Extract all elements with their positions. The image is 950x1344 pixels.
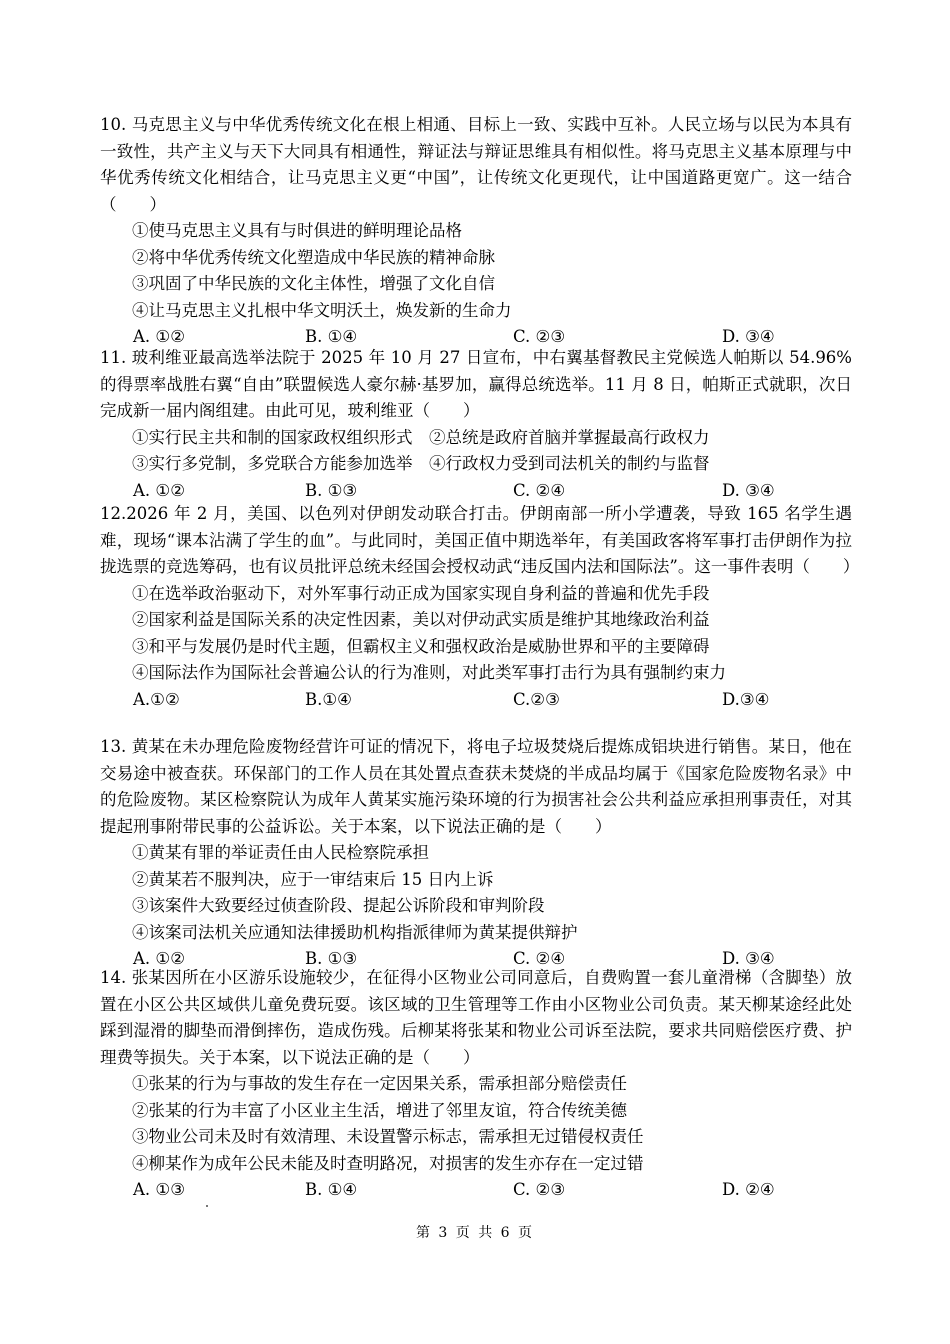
question-10 <box>100 112 852 351</box>
statement-option: ④柳某作为成年公民未能及时查明路况，对损害的发生亦存在一定过错 <box>132 1153 644 1173</box>
statement-option: ①在选举政治驱动下，对外军事行动正成为国家实现自身利益的普遍和优先手段 <box>132 583 710 603</box>
choice-c: C. ②③ <box>513 1180 566 1199</box>
choice-d: D.③④ <box>722 689 770 709</box>
choice-d: D. ③④ <box>722 949 775 968</box>
choice-d: D. ③④ <box>722 327 775 346</box>
choice-a: A. ①② <box>133 949 185 968</box>
choice-b: B. ①④ <box>305 327 358 346</box>
question-11 <box>100 345 852 504</box>
question-stem: 12.2026 年 2 月，美国、以色列对伊朗发动联合打击。伊朗南部一所小学遭袭，导致 165 名学生遇难，现场“课本沾满了学生的血”。与此同时，美国正值中期选举年，有美国政客将军事打击伊朗作为拉拢选票的竞选筹码，也有议员批评总统未经国会授权动武“违反国内法和国际法”。这一事件表明（ ） <box>100 504 860 576</box>
question-stem: 11. 玻利维亚最高选举法院于 2025 年 10 月 27 日宣布，中右翼基督教民主党候选人帕斯以 54.96% 的得票率战胜右翼“自由”联盟候选人豪尔赫·基罗加，赢得总统选举。11 月 8 日，帕斯正式就职，次日完成新一届内阁组建。由此可见，玻利维亚（ ） <box>100 348 852 420</box>
choice-c: C. ②④ <box>513 480 566 500</box>
statement-option: ③实行多党制，多党联合方能参加选举 ④行政权力受到司法机关的制约与监督 <box>132 454 710 473</box>
statement-option: ④国际法作为国际社会普遍公认的行为准则，对此类军事打击行为具有强制约束力 <box>132 663 726 682</box>
question-stem: 10. 马克思主义与中华优秀传统文化在根上相通、目标上一致、实践中互补。人民立场与以民为本具有一致性，共产主义与天下大同具有相通性，辩证法与辩证思维具有相似性。将马克思主义基本原理与中华优秀传统文化相结合，让马克思主义更“中国”，让传统文化更现代，让中国道路更宽广。这一结合（ ） <box>100 115 852 214</box>
answer-choices <box>100 687 852 714</box>
statement-option: ②张某的行为丰富了小区业主生活，增进了邻里友谊，符合传统美德 <box>132 1100 627 1120</box>
choice-b: B. ①③ <box>305 480 358 500</box>
statement-option: ③巩固了中华民族的文化主体性，增强了文化自信 <box>132 274 495 293</box>
choice-c: C.②③ <box>513 689 560 709</box>
statement-option: ③物业公司未及时有效清理、未设置警示标志，需承担无过错侵权责任 <box>132 1127 644 1146</box>
statement-option: ③该案件大致要经过侦查阶段、提起公诉阶段和审判阶段 <box>132 896 545 915</box>
choice-b: B. ①③ <box>305 949 358 968</box>
question-13 <box>100 734 852 973</box>
choice-a: A. ①② <box>133 327 185 346</box>
question-stem: 14. 张某因所在小区游乐设施较少，在征得小区物业公司同意后，自费购置一套儿童滑梯（含脚垫）放置在小区公共区域供儿童免费玩耍。该区域的卫生管理等工作由小区物业公司负责。某天柳某途经此处踩到湿滑的脚垫而滑倒摔伤，造成伤残。后柳某将张某和物业公司诉至法院，要求共同赔偿医疗费、护理费等损失。关于本案，以下说法正确的是（ ） <box>100 968 852 1067</box>
choice-c: C. ②③ <box>513 327 566 346</box>
choice-d: D. ③④ <box>722 480 775 500</box>
question-12 <box>100 501 860 713</box>
statement-option: ①张某的行为与事故的发生存在一定因果关系，需承担部分赔偿责任 <box>132 1074 627 1093</box>
statement-option: ②国家利益是国际关系的决定性因素，美以对伊动武实质是维护其地缘政治利益 <box>132 610 710 629</box>
statement-option: ④让马克思主义扎根中华文明沃土，焕发新的生命力 <box>132 300 512 320</box>
statement-option: ①实行民主共和制的国家政权组织形式 ②总统是政府首脑并掌握最高行政权力 <box>132 427 710 447</box>
choice-a: A. ①② <box>133 480 185 500</box>
choice-c: C. ②④ <box>513 949 566 968</box>
answer-choices <box>100 1177 852 1204</box>
choice-b: B. ①④ <box>305 1180 358 1199</box>
choice-d: D. ②④ <box>722 1180 775 1199</box>
choice-a: A. ①③ <box>133 1180 185 1199</box>
choice-a: A.①② <box>133 689 180 709</box>
stray-mark <box>206 1205 208 1207</box>
question-14 <box>100 965 852 1204</box>
statement-option: ②将中华优秀传统文化塑造成中华民族的精神命脉 <box>132 247 495 267</box>
question-stem: 13. 黄某在未办理危险废物经营许可证的情况下，将电子垃圾焚烧后提炼成铝块进行销售。某日，他在交易途中被查获。环保部门的工作人员在其处置点查获未焚烧的半成品均属于《国家危险废物名录》中的危险废物。某区检察院认为成年人黄某实施污染环境的行为损害社会公共利益应承担刑事责任，对其提起刑事附带民事的公益诉讼。关于本案，以下说法正确的是（ ） <box>100 737 852 836</box>
page-number-footer: 第 3 页 共 6 页 <box>415 1225 535 1241</box>
choice-b: B.①④ <box>305 689 352 709</box>
statement-option: ②黄某若不服判决，应于一审结束后 15 日内上诉 <box>132 869 494 889</box>
statement-option: ③和平与发展仍是时代主题，但霸权主义和强权政治是威胁世界和平的主要障碍 <box>132 636 710 656</box>
statement-option: ④该案司法机关应通知法律援助机构指派律师为黄某提供辩护 <box>132 922 578 942</box>
statement-option: ①黄某有罪的举证责任由人民检察院承担 <box>132 843 429 862</box>
statement-option: ①使马克思主义具有与时俱进的鲜明理论品格 <box>132 221 462 240</box>
